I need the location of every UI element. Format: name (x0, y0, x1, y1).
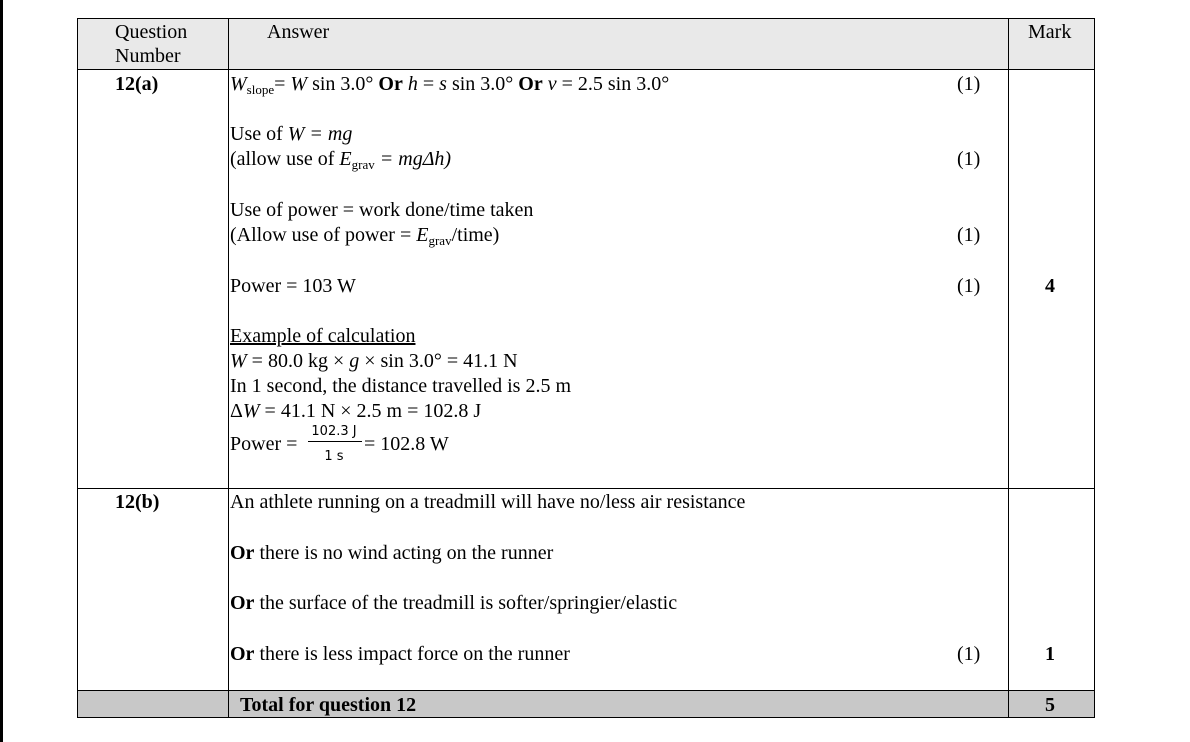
header-question-number-line2: Number (115, 45, 181, 67)
header-row (77, 18, 1095, 69)
answer-12b-line4: Or there is less impact force on the runner (230, 643, 570, 665)
example-power-result: = 102.8 W (364, 433, 449, 455)
total-mark-12a: 4 (1045, 275, 1055, 297)
answer-12b-line2: Or there is no wind acting on the runner (230, 542, 554, 564)
header-answer: Answer (267, 21, 330, 43)
fraction-numerator: 102.3 J (311, 424, 357, 439)
fraction-denominator: 1 s (324, 449, 344, 464)
mark-line1: (1) (957, 73, 981, 95)
total-row (77, 690, 1095, 718)
total-mark-12b: 1 (1045, 643, 1055, 665)
answer-line-use-of-w: Use of W = mg (230, 123, 353, 145)
header-mark: Mark (1028, 21, 1072, 43)
page-edge-bar (0, 0, 3, 742)
mark-12b: (1) (957, 643, 981, 665)
example-calc-1: W = 80.0 kg × g × sin 3.0° = 41.1 N (230, 350, 518, 372)
mark-line5: (1) (957, 224, 981, 246)
answer-12b-line1: An athlete running on a treadmill will have no/less air resistance (230, 491, 746, 513)
total-label: Total for question 12 (240, 694, 417, 716)
question-number-12b: 12(b) (115, 491, 160, 513)
answer-line-allow-power: (Allow use of power = $E_{grav}/time$) (230, 224, 500, 248)
header-question-number-line1: Question (115, 21, 188, 43)
mark-scheme-table (77, 18, 1095, 718)
answer-12b-line3: Or the surface of the treadmill is softer/springier/elastic (230, 592, 678, 614)
mark-line3: (1) (957, 148, 981, 170)
example-calc-3: ΔW = 41.1 N × 2.5 m = 102.8 J (230, 400, 482, 422)
example-heading: Example of calculation (230, 325, 416, 347)
total-mark: 5 (1045, 694, 1055, 716)
mark-line6: (1) (957, 275, 981, 297)
answer-line-use-of-power: Use of power = work done/time taken (230, 199, 534, 221)
answer-line-power-result: Power = 103 W (230, 275, 356, 297)
fraction-bar (308, 441, 362, 442)
question-number-12a: 12(a) (115, 73, 159, 95)
example-calc-2: In 1 second, the distance travelled is 2.5 m (230, 375, 572, 397)
answer-line-component: $W_{slope}= W$ sin 3.0° Or h = s sin 3.0° Or v = 2.5 sin 3.0° (230, 73, 670, 97)
example-power-label: Power = (230, 433, 298, 455)
answer-line-allow-egrav: (allow use of $E_{grav} = mg\Delta h$) (230, 148, 452, 172)
